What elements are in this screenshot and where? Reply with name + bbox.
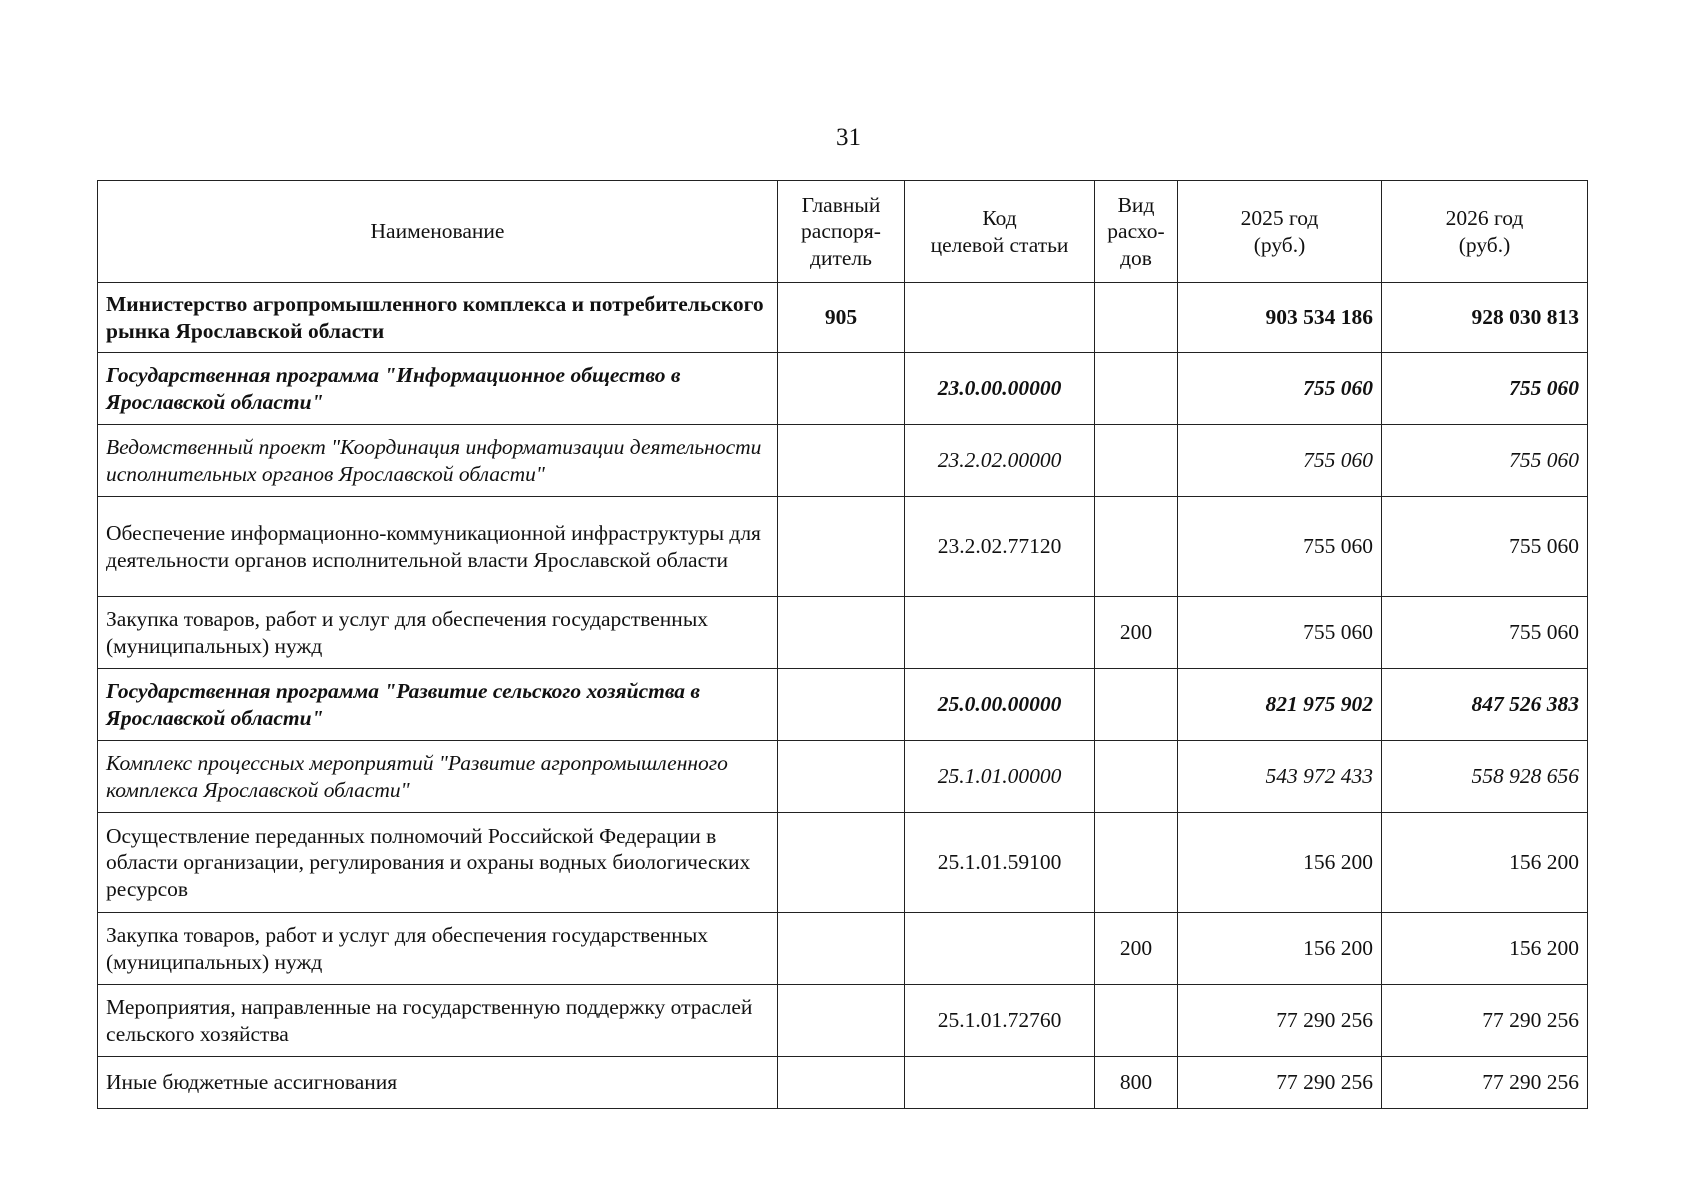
cell-manager <box>778 1057 905 1109</box>
cell-2025: 755 060 <box>1178 353 1382 425</box>
cell-2026: 755 060 <box>1382 497 1588 597</box>
cell-type <box>1095 497 1178 597</box>
header-code <box>905 181 1095 283</box>
cell-name: Закупка товаров, работ и услуг для обеспечения государственных (муниципальных) нужд <box>98 913 778 985</box>
budget-table <box>97 180 1588 1109</box>
cell-name: Государственная программа "Развитие сельского хозяйства в Ярославской области" <box>98 669 778 741</box>
table-row <box>98 1057 1588 1109</box>
cell-2025: 77 290 256 <box>1178 1057 1382 1109</box>
cell-manager: 905 <box>778 283 905 353</box>
cell-type: 200 <box>1095 597 1178 669</box>
cell-2026: 77 290 256 <box>1382 1057 1588 1109</box>
cell-2026: 755 060 <box>1382 597 1588 669</box>
cell-2026: 755 060 <box>1382 353 1588 425</box>
cell-name: Осуществление переданных полномочий Российской Федерации в области организации, регулирования и охраны водных биологических ресурсов <box>98 813 778 913</box>
cell-manager <box>778 741 905 813</box>
cell-2026: 77 290 256 <box>1382 985 1588 1057</box>
header-2025-line: (руб.) <box>1253 232 1306 257</box>
table-row <box>98 741 1588 813</box>
header-2025-line: 2025 год <box>1240 206 1319 231</box>
cell-type <box>1095 425 1178 497</box>
cell-type <box>1095 283 1178 353</box>
cell-2025: 156 200 <box>1178 913 1382 985</box>
header-manager-line: распоря- <box>801 219 881 244</box>
cell-manager <box>778 669 905 741</box>
cell-code: 25.0.00.00000 <box>905 669 1095 741</box>
cell-code: 23.2.02.00000 <box>905 425 1095 497</box>
header-manager-line: дитель <box>810 245 872 270</box>
cell-name: Закупка товаров, работ и услуг для обеспечения государственных (муниципальных) нужд <box>98 597 778 669</box>
cell-name: Иные бюджетные ассигнования <box>98 1057 778 1109</box>
table-header-row <box>98 181 1588 283</box>
cell-2026: 558 928 656 <box>1382 741 1588 813</box>
header-type <box>1095 181 1178 283</box>
header-type-line: дов <box>1120 245 1152 270</box>
cell-type <box>1095 669 1178 741</box>
cell-type <box>1095 813 1178 913</box>
cell-code: 25.1.01.00000 <box>905 741 1095 813</box>
header-code-line: целевой статьи <box>930 232 1069 257</box>
cell-2025: 903 534 186 <box>1178 283 1382 353</box>
cell-code: 25.1.01.72760 <box>905 985 1095 1057</box>
cell-manager <box>778 813 905 913</box>
page-number: 31 <box>836 124 861 151</box>
table-row <box>98 985 1588 1057</box>
cell-2026: 755 060 <box>1382 425 1588 497</box>
cell-2026: 847 526 383 <box>1382 669 1588 741</box>
header-manager-line: Главный <box>801 193 881 218</box>
cell-name: Мероприятия, направленные на государственную поддержку отраслей сельского хозяйства <box>98 985 778 1057</box>
cell-2025: 156 200 <box>1178 813 1382 913</box>
cell-2025: 755 060 <box>1178 425 1382 497</box>
table-row <box>98 913 1588 985</box>
cell-manager <box>778 425 905 497</box>
cell-2025: 755 060 <box>1178 497 1382 597</box>
table-row <box>98 283 1588 353</box>
table-row <box>98 353 1588 425</box>
cell-name: Обеспечение информационно-коммуникационной инфраструктуры для деятельности органов исполнительной власти Ярославской области <box>98 497 778 597</box>
cell-type <box>1095 985 1178 1057</box>
header-manager <box>778 181 905 283</box>
cell-type <box>1095 353 1178 425</box>
header-2026-line: (руб.) <box>1458 232 1511 257</box>
cell-2025: 755 060 <box>1178 597 1382 669</box>
cell-name: Ведомственный проект "Координация информатизации деятельности исполнительных органов Ярославской области" <box>98 425 778 497</box>
cell-manager <box>778 353 905 425</box>
cell-manager <box>778 985 905 1057</box>
header-2026-line: 2026 год <box>1445 206 1524 231</box>
table-row <box>98 813 1588 913</box>
cell-code <box>905 597 1095 669</box>
cell-2025: 821 975 902 <box>1178 669 1382 741</box>
table-row <box>98 497 1588 597</box>
table-row <box>98 597 1588 669</box>
table-row <box>98 669 1588 741</box>
cell-code: 23.2.02.77120 <box>905 497 1095 597</box>
table-body <box>98 283 1588 1109</box>
cell-code <box>905 283 1095 353</box>
header-code-line: Код <box>982 206 1017 231</box>
header-2026 <box>1382 181 1588 283</box>
header-type-line: Вид <box>1117 193 1155 218</box>
cell-code: 25.1.01.59100 <box>905 813 1095 913</box>
cell-manager <box>778 497 905 597</box>
cell-code: 23.0.00.00000 <box>905 353 1095 425</box>
cell-name: Государственная программа "Информационное общество в Ярославской области" <box>98 353 778 425</box>
cell-2026: 928 030 813 <box>1382 283 1588 353</box>
cell-name: Министерство агропромышленного комплекса и потребительского рынка Ярославской области <box>98 283 778 353</box>
cell-name: Комплекс процессных мероприятий "Развитие агропромышленного комплекса Ярославской области" <box>98 741 778 813</box>
cell-2025: 543 972 433 <box>1178 741 1382 813</box>
cell-type: 200 <box>1095 913 1178 985</box>
cell-code <box>905 1057 1095 1109</box>
cell-manager <box>778 913 905 985</box>
cell-type: 800 <box>1095 1057 1178 1109</box>
cell-2026: 156 200 <box>1382 813 1588 913</box>
header-2025 <box>1178 181 1382 283</box>
header-name: Наименование <box>98 181 778 283</box>
table-row <box>98 425 1588 497</box>
cell-type <box>1095 741 1178 813</box>
header-type-line: расхо- <box>1107 219 1165 244</box>
cell-code <box>905 913 1095 985</box>
cell-2025: 77 290 256 <box>1178 985 1382 1057</box>
cell-manager <box>778 597 905 669</box>
cell-2026: 156 200 <box>1382 913 1588 985</box>
